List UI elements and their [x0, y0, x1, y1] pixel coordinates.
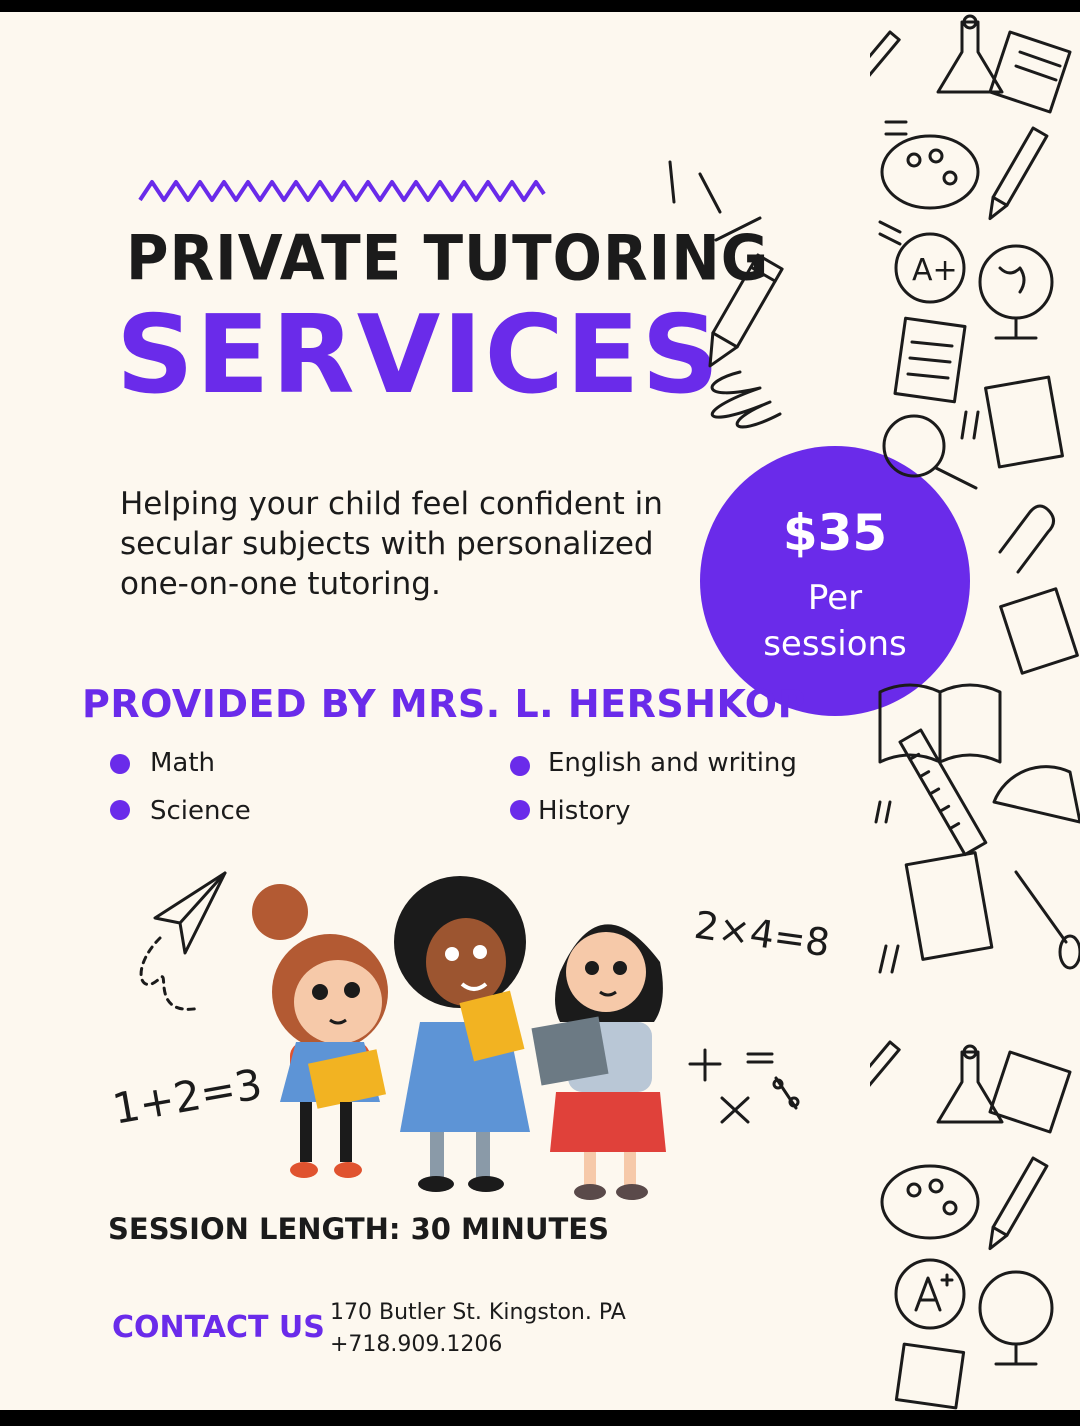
bullet-dot — [510, 800, 530, 820]
contact-label: CONTACT US — [112, 1310, 325, 1345]
price-unit: sessions — [763, 624, 907, 664]
bullet-dot — [110, 754, 130, 774]
subject-science: Science — [150, 796, 251, 826]
price-amount: $35 — [782, 504, 888, 562]
subject-english: English and writing — [548, 748, 797, 778]
grade-doodle-text: A+ — [912, 253, 958, 288]
intro-text: Helping your child feel confident in secular subjects with personalized one-on-one tutoring. — [120, 486, 663, 602]
school-doodles-column — [870, 12, 1080, 1410]
subject-history: History — [538, 796, 631, 826]
price-per: Per — [807, 578, 863, 618]
contact-address: 170 Butler St. Kingston. PA — [330, 1300, 626, 1325]
session-length: SESSION LENGTH: 30 MINUTES — [108, 1212, 609, 1246]
title-line-2: SERVICES — [116, 293, 722, 418]
title-line-1: PRIVATE TUTORING — [126, 221, 770, 295]
math-symbols-icon — [680, 1042, 810, 1132]
flyer — [0, 12, 1080, 1410]
contact-phone: +718.909.1206 — [330, 1332, 503, 1357]
provided-by: PROVIDED BY MRS. L. HERSHKOP — [82, 682, 806, 726]
subject-math: Math — [150, 748, 216, 778]
bullet-dot — [110, 800, 130, 820]
equation-add: 1+2=3 — [108, 1059, 266, 1134]
pencil-scribble-icon — [660, 152, 860, 442]
paper-plane-icon — [130, 868, 240, 1028]
kids-reading-illustration — [240, 872, 680, 1212]
equation-multiply: 2×4=8 — [691, 902, 833, 966]
zigzag-decoration — [136, 170, 548, 210]
bullet-dot — [510, 756, 530, 776]
